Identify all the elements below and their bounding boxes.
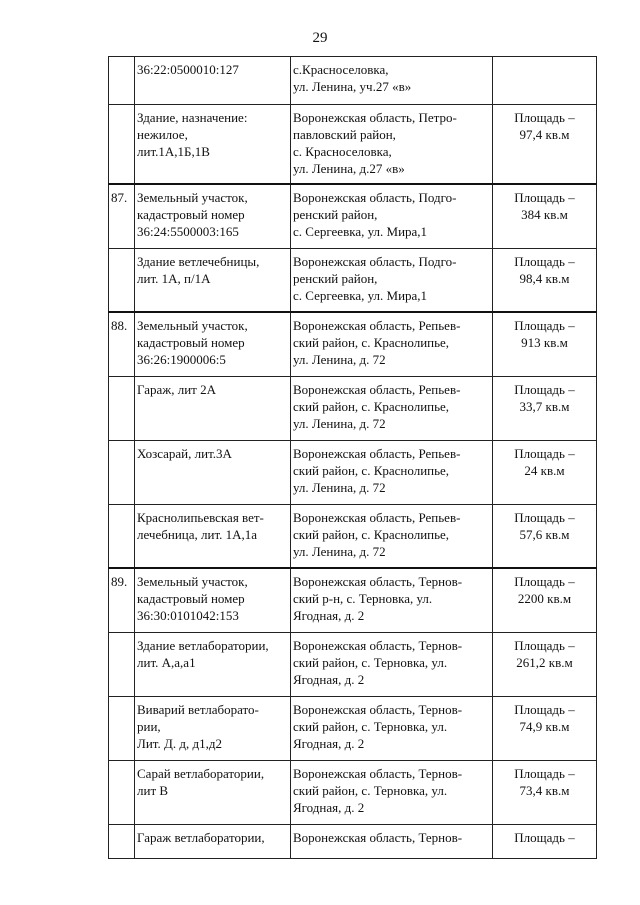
table-row: [109, 312, 597, 376]
item-number-cell: [109, 376, 135, 440]
object-name-line: лечебница, лит. 1А,1а: [137, 526, 258, 542]
area-line: 261,2 кв.м: [516, 654, 573, 670]
address-line: ренский район,: [293, 270, 378, 286]
area-cell: [493, 376, 597, 440]
object-name-line: Виварий ветлаборато-: [137, 701, 259, 717]
address-line: ский район, с. Краснолипье,: [293, 398, 450, 414]
object-name-cell: [135, 632, 291, 696]
object-name-line: 36:26:1900006:5: [137, 352, 226, 367]
address-line: Воронежская область, Репьев-: [293, 445, 461, 461]
address-line: с. Сергеевка, ул. Мира,1: [293, 287, 428, 303]
object-name-cell: [135, 248, 291, 312]
object-name-line: лит В: [137, 782, 169, 798]
area-cell: [493, 696, 597, 760]
address-line: Воронежская область, Тернов-: [293, 574, 463, 589]
area-cell: [493, 824, 597, 858]
address-cell: [291, 824, 493, 858]
address-cell: [291, 504, 493, 568]
area-line: 24 кв.м: [524, 462, 565, 478]
address-line: павловский район,: [293, 127, 396, 142]
address-line: с. Красноселовка,: [293, 144, 392, 159]
area-line: Площадь –: [514, 509, 575, 525]
object-name-cell: [135, 696, 291, 760]
area-line: 74,9 кв.м: [519, 718, 570, 734]
object-name-cell: [135, 312, 291, 376]
object-name-line: 36:30:0101042:153: [137, 608, 239, 623]
table-row: [109, 696, 597, 760]
item-number-cell: [109, 105, 135, 185]
item-number-cell: [109, 504, 135, 568]
object-name-cell: [135, 504, 291, 568]
object-name-line: Земельный участок,: [137, 318, 248, 333]
area-line: 2200 кв.м: [517, 591, 572, 606]
object-name-line: кадастровый номер: [137, 207, 245, 222]
item-number-cell: [109, 312, 135, 376]
item-number-cell: [109, 440, 135, 504]
area-line: Площадь –: [514, 190, 575, 205]
address-line: ул. Ленина, д. 72: [293, 415, 386, 431]
area-line: 73,4 кв.м: [519, 782, 570, 798]
item-number-cell: [109, 184, 135, 248]
area-line: Площадь –: [514, 318, 575, 333]
address-line: Воронежская область, Петро-: [293, 110, 457, 125]
area-cell: [493, 105, 597, 185]
object-name-line: лит.1А,1Б,1В: [137, 144, 210, 159]
address-line: с. Сергеевка, ул. Мира,1: [293, 224, 428, 239]
area-cell: [493, 568, 597, 632]
address-line: ский район, с. Краснолипье,: [293, 462, 450, 478]
object-name-line: Гараж, лит 2А: [137, 381, 216, 397]
address-line: с.Красноселовка,: [293, 62, 389, 77]
object-name-line: Краснолипьевская вет-: [137, 509, 264, 525]
object-name-cell: [135, 376, 291, 440]
table-row: [109, 632, 597, 696]
object-name-line: Лит. Д. д, д1,д2: [137, 735, 222, 751]
object-name-line: Земельный участок,: [137, 574, 248, 589]
address-line: ул. Ленина, д. 72: [293, 543, 386, 559]
item-number: 89.: [111, 574, 128, 589]
object-name-line: лит. А,а,а1: [137, 654, 196, 670]
object-name-line: кадастровый номер: [137, 335, 245, 350]
object-name-cell: [135, 105, 291, 185]
address-cell: [291, 105, 493, 185]
address-line: Ягодная, д. 2: [293, 735, 365, 751]
object-name-line: 36:22:0500010:127: [137, 62, 239, 77]
address-cell: [291, 568, 493, 632]
area-line: Площадь –: [514, 253, 575, 269]
table-row: [109, 184, 597, 248]
address-line: Воронежская область, Тернов-: [293, 829, 463, 845]
area-line: 384 кв.м: [521, 207, 568, 222]
address-cell: [291, 440, 493, 504]
page-number: 29: [312, 30, 328, 46]
object-name-line: нежилое,: [137, 127, 188, 142]
object-name-line: лит. 1А, п/1А: [137, 270, 211, 286]
object-name-line: рии,: [137, 718, 161, 734]
object-name-line: Сарай ветлаборатории,: [137, 765, 265, 781]
object-name-cell: [135, 760, 291, 824]
object-name-cell: [135, 568, 291, 632]
area-line: 98,4 кв.м: [519, 270, 570, 286]
address-cell: [291, 696, 493, 760]
item-number-cell: [109, 57, 135, 105]
address-line: Воронежская область, Тернов-: [293, 701, 463, 717]
area-line: Площадь –: [514, 765, 575, 781]
address-line: Воронежская область, Репьев-: [293, 381, 461, 397]
address-cell: [291, 760, 493, 824]
area-cell: [493, 248, 597, 312]
table-row: [109, 57, 597, 105]
object-name-line: кадастровый номер: [137, 591, 245, 606]
address-line: ул. Ленина, д. 72: [293, 352, 386, 367]
area-cell: [493, 184, 597, 248]
address-line: ский район, с. Терновка, ул.: [293, 782, 448, 798]
object-name-line: Здание ветлаборатории,: [137, 637, 269, 653]
area-cell: [493, 504, 597, 568]
address-cell: [291, 312, 493, 376]
area-line: Площадь –: [514, 829, 575, 845]
address-cell: [291, 376, 493, 440]
area-cell: [493, 57, 597, 105]
area-line: Площадь –: [514, 701, 575, 717]
property-table: [108, 56, 597, 859]
address-line: ул. Ленина, д. 72: [293, 479, 386, 495]
table-row: [109, 248, 597, 312]
address-cell: [291, 248, 493, 312]
area-line: 913 кв.м: [521, 335, 568, 350]
address-line: ский район, с. Терновка, ул.: [293, 718, 448, 734]
object-name-line: Земельный участок,: [137, 190, 248, 205]
address-line: Воронежская область, Тернов-: [293, 765, 463, 781]
address-line: Воронежская область, Тернов-: [293, 637, 463, 653]
object-name-line: 36:24:5500003:165: [137, 224, 239, 239]
item-number-cell: [109, 632, 135, 696]
area-line: Площадь –: [514, 445, 575, 461]
object-name-cell: [135, 824, 291, 858]
item-number-cell: [109, 568, 135, 632]
object-name-cell: [135, 57, 291, 105]
address-line: ул. Ленина, д.27 «в»: [293, 161, 405, 176]
area-cell: [493, 312, 597, 376]
table-row: [109, 760, 597, 824]
item-number-cell: [109, 824, 135, 858]
address-line: ренский район,: [293, 207, 378, 222]
area-cell: [493, 760, 597, 824]
area-line: Площадь –: [514, 637, 575, 653]
address-cell: [291, 57, 493, 105]
area-cell: [493, 632, 597, 696]
address-line: Воронежская область, Репьев-: [293, 509, 461, 525]
address-line: Воронежская область, Подго-: [293, 190, 457, 205]
table-row: [109, 376, 597, 440]
area-cell: [493, 440, 597, 504]
object-name-line: Хозсарай, лит.3А: [137, 445, 232, 461]
address-line: Воронежская область, Репьев-: [293, 318, 461, 333]
item-number-cell: [109, 248, 135, 312]
table-row: [109, 568, 597, 632]
area-line: 57,6 кв.м: [519, 526, 570, 542]
address-line: ский район, с. Краснолипье,: [293, 526, 450, 542]
object-name-line: Гараж ветлаборатории,: [137, 829, 265, 845]
table-row: [109, 105, 597, 185]
address-line: Ягодная, д. 2: [293, 608, 365, 623]
address-line: ул. Ленина, уч.27 «в»: [293, 79, 412, 94]
object-name-cell: [135, 184, 291, 248]
object-name-cell: [135, 440, 291, 504]
address-line: Ягодная, д. 2: [293, 671, 365, 687]
area-line: 33,7 кв.м: [519, 398, 570, 414]
object-name-line: Здание, назначение:: [137, 110, 248, 125]
area-line: Площадь –: [514, 574, 575, 589]
area-line: 97,4 кв.м: [519, 127, 570, 142]
table-row: [109, 824, 597, 858]
object-name-line: Здание ветлечебницы,: [137, 253, 260, 269]
item-number: 87.: [111, 190, 128, 205]
address-line: Воронежская область, Подго-: [293, 253, 457, 269]
table-row: [109, 440, 597, 504]
address-line: ский район, с. Терновка, ул.: [293, 654, 448, 670]
address-line: Ягодная, д. 2: [293, 799, 365, 815]
item-number-cell: [109, 696, 135, 760]
property-table-body: [109, 57, 597, 859]
table-row: [109, 504, 597, 568]
item-number: 88.: [111, 318, 128, 333]
address-cell: [291, 184, 493, 248]
address-cell: [291, 632, 493, 696]
item-number-cell: [109, 760, 135, 824]
address-line: ский район, с. Краснолипье,: [293, 335, 450, 350]
area-line: Площадь –: [514, 381, 575, 397]
address-line: ский р-н, с. Терновка, ул.: [293, 591, 433, 606]
area-line: Площадь –: [514, 110, 575, 125]
